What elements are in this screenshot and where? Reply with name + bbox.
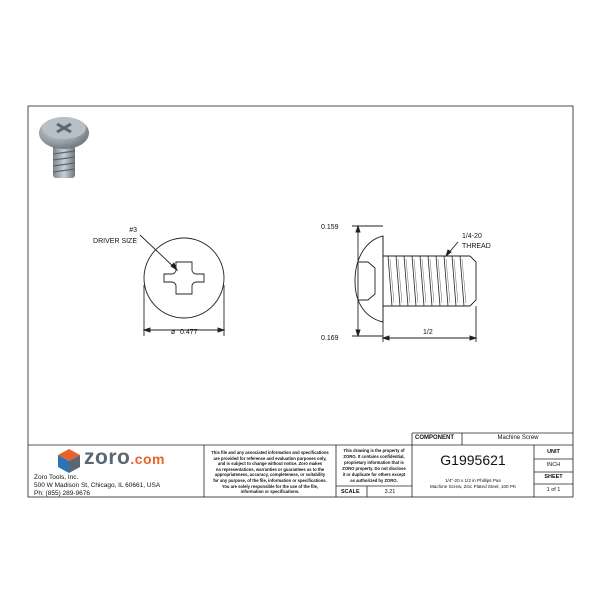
part-number: G1995621 xyxy=(440,452,506,468)
scale-value: 3.21 xyxy=(384,489,396,495)
zoro-cube-logo-icon xyxy=(58,449,80,473)
head-top-dim: 0.159 xyxy=(321,224,339,231)
diameter-value: 0.477 xyxy=(180,329,198,336)
scale-label: SCALE xyxy=(341,489,360,495)
thread-label-line2: THREAD xyxy=(462,243,491,250)
part-description: 1/4"-20 x 1/2 in Phillips Pan Machine Screw, Zinc Plated Steel, 100 PK xyxy=(429,478,517,489)
phillips-recess xyxy=(164,262,204,294)
driver-label-line1: #3 xyxy=(129,227,137,234)
thread-label-line1: 1/4-20 xyxy=(462,233,482,240)
company-name: Zoro Tools, Inc. xyxy=(34,474,79,481)
brand-logo-text: zoro.com xyxy=(84,446,166,469)
unit-label: UNIT xyxy=(547,449,560,455)
component-label: COMPONENT xyxy=(415,435,454,441)
screw-thumbnail-icon xyxy=(39,117,89,178)
unit-value: INCH xyxy=(546,462,561,468)
diameter-symbol: ⌀ xyxy=(171,329,176,336)
screw-side-view xyxy=(352,226,476,342)
sheet-label: SHEET xyxy=(544,474,563,480)
length-dim: 1/2 xyxy=(423,329,433,336)
company-address: 500 W Madison St, Chicago, IL 60661, USA xyxy=(34,482,161,489)
component-value: Machine Screw xyxy=(497,435,539,441)
disclaimer-text: This file and any associated information and specifications are provided for reference and evaluation purposes only, and is subject to change without notice. Zoro makes no representations, warranties or guarantees as to the appropriateness, accuracy, completeness, or suitability for any purpose, of the file, information or specifications. You are solely responsible for the use of the file, information or specifications. xyxy=(211,450,329,495)
company-phone: Ph: (855) 289-9676 xyxy=(34,490,91,497)
property-text: This drawing is the property of ZORO. It contains confidential, proprietary information that is ZORO property. Do not disclose it or duplicate for others except as authorized by ZORO. xyxy=(342,448,406,483)
head-top-view xyxy=(140,235,224,336)
company-info xyxy=(34,474,160,498)
driver-label-line2: DRIVER SIZE xyxy=(93,238,137,245)
sheet-value: 1 of 1 xyxy=(546,487,561,493)
head-bottom-dim: 0.169 xyxy=(321,335,339,342)
